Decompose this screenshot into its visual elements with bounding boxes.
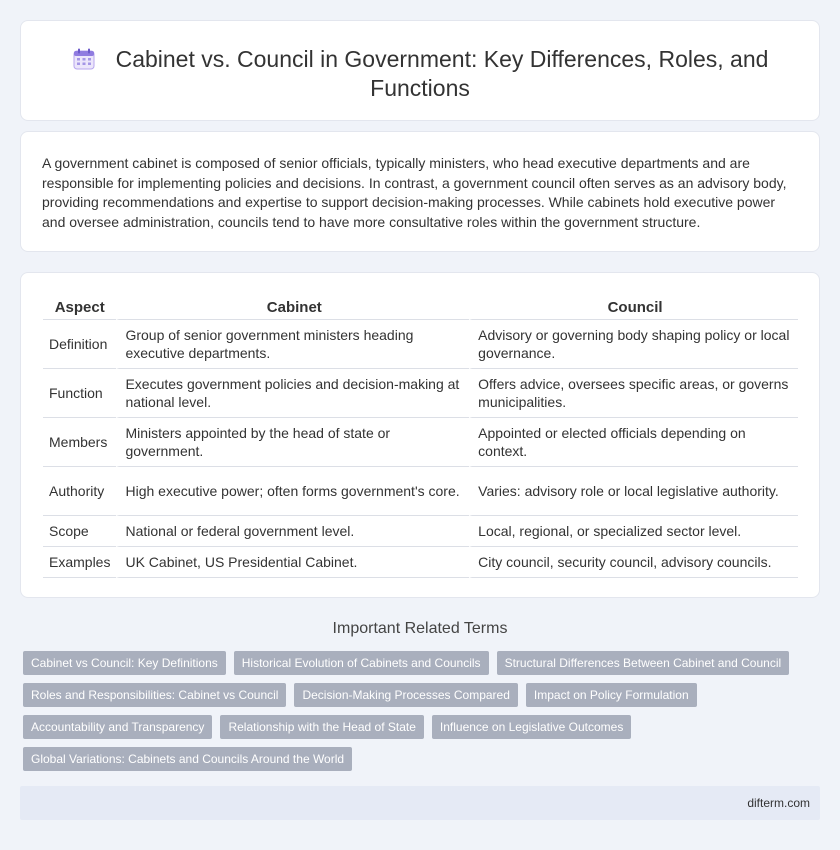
page-title: Cabinet vs. Council in Government: Key Differences, Roles, and Functions — [115, 46, 769, 101]
related-terms-list — [23, 651, 813, 771]
row-aspect: Authority — [43, 467, 116, 516]
table-row — [43, 369, 798, 418]
related-term-tag[interactable]: Relationship with the Head of State — [220, 715, 423, 739]
row-aspect: Definition — [43, 320, 116, 369]
page-title-wrap — [61, 45, 779, 103]
table-row — [43, 467, 798, 516]
footer-bar — [20, 786, 820, 820]
row-council: Advisory or governing body shaping policy or local governance. — [469, 320, 798, 369]
row-council: City council, security council, advisory councils. — [469, 547, 798, 578]
row-cabinet: Ministers appointed by the head of state or government. — [116, 418, 469, 467]
row-council: Appointed or elected officials depending on context. — [469, 418, 798, 467]
related-term-tag[interactable]: Cabinet vs Council: Key Definitions — [23, 651, 226, 675]
row-council: Varies: advisory role or local legislative authority. — [469, 467, 798, 516]
comparison-table-card — [20, 272, 820, 598]
header-council: Council — [469, 295, 798, 320]
intro-card — [20, 131, 820, 252]
row-cabinet: National or federal government level. — [116, 516, 469, 547]
row-cabinet: UK Cabinet, US Presidential Cabinet. — [116, 547, 469, 578]
related-term-tag[interactable]: Roles and Responsibilities: Cabinet vs Council — [23, 683, 286, 707]
table-row — [43, 418, 798, 467]
row-aspect: Function — [43, 369, 116, 418]
row-aspect: Members — [43, 418, 116, 467]
calendar-icon — [72, 47, 96, 71]
related-term-tag[interactable]: Accountability and Transparency — [23, 715, 212, 739]
related-term-tag[interactable]: Global Variations: Cabinets and Councils Around the World — [23, 747, 352, 771]
header-cabinet: Cabinet — [116, 295, 469, 320]
related-term-tag[interactable]: Influence on Legislative Outcomes — [432, 715, 631, 739]
row-aspect: Scope — [43, 516, 116, 547]
row-cabinet: Group of senior government ministers heading executive departments. — [116, 320, 469, 369]
row-aspect: Examples — [43, 547, 116, 578]
related-term-tag[interactable]: Historical Evolution of Cabinets and Councils — [234, 651, 489, 675]
header-card — [20, 20, 820, 121]
row-cabinet: Executes government policies and decision-making at national level. — [116, 369, 469, 418]
row-council: Offers advice, oversees specific areas, or governs municipalities. — [469, 369, 798, 418]
related-term-tag[interactable]: Decision-Making Processes Compared — [294, 683, 517, 707]
row-council: Local, regional, or specialized sector level. — [469, 516, 798, 547]
intro-paragraph: A government cabinet is composed of senior officials, typically ministers, who head executive departments and are responsible for implementing policies and decisions. In contrast, a government council often serves as an advisory body, providing recommendations and expertise to support decision-making processes. While cabinets hold executive power and oversee administration, councils tend to have more consultative roles within the government structure. — [42, 155, 787, 230]
header-aspect: Aspect — [43, 295, 116, 320]
table-row — [43, 320, 798, 369]
table-row — [43, 516, 798, 547]
related-term-tag[interactable]: Impact on Policy Formulation — [526, 683, 697, 707]
footer-site-link[interactable]: difterm.com — [747, 796, 810, 810]
related-term-tag[interactable]: Structural Differences Between Cabinet and Council — [497, 651, 790, 675]
comparison-table — [43, 295, 798, 578]
row-cabinet: High executive power; often forms government's core. — [116, 467, 469, 516]
table-header-row — [43, 295, 798, 320]
related-terms-title: Important Related Terms — [332, 620, 508, 637]
table-row — [43, 547, 798, 578]
